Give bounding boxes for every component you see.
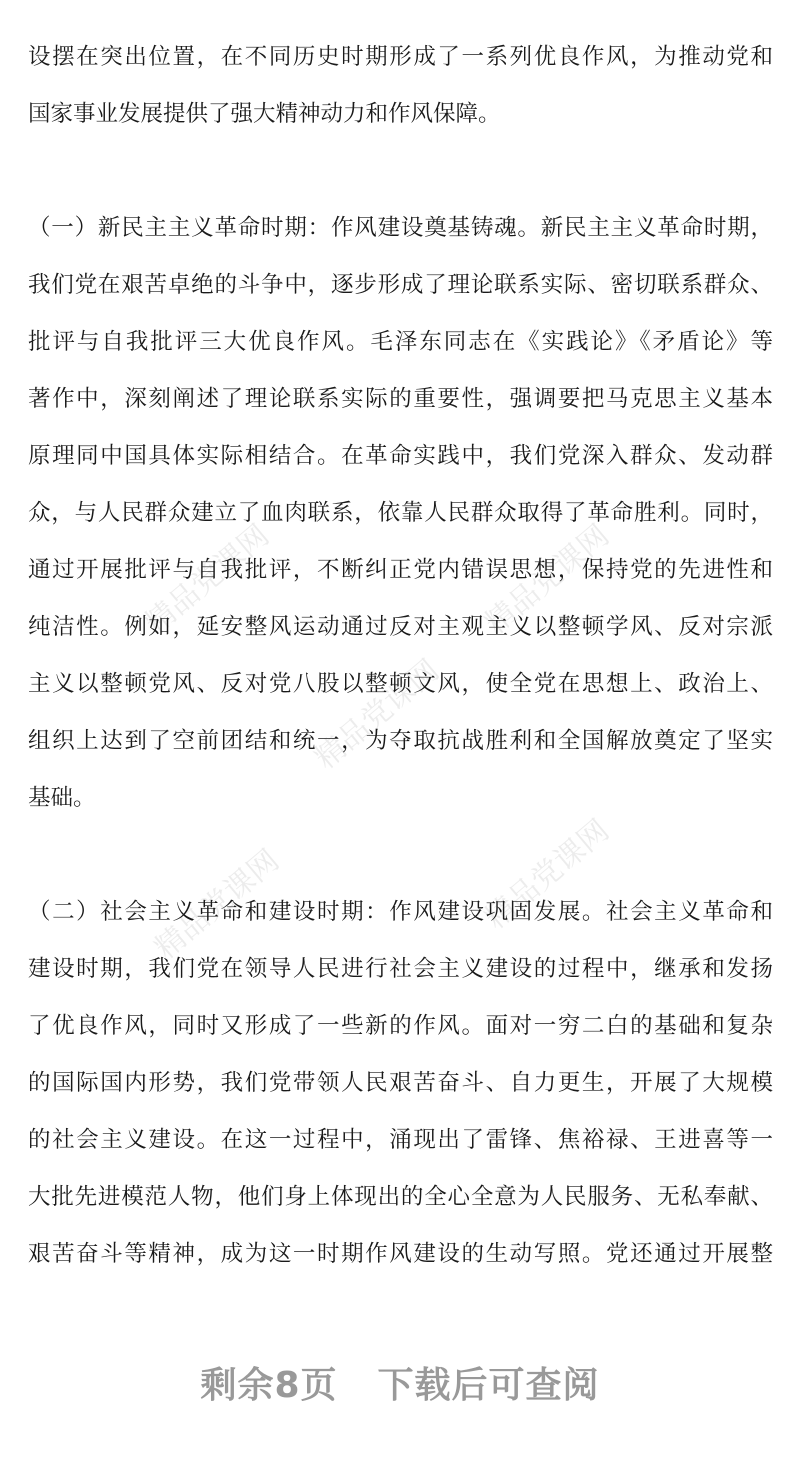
paragraph-line: 的国际国内形势，我们党带领人民艰苦奋斗、自力更生，开展了大规模 [28,1070,773,1096]
download-to-view-label: 下载后可查阅 [377,1365,600,1406]
paragraph-line: 通过开展批评与自我批评，不断纠正党内错误思想，保持党的先进性和 [28,557,773,583]
section-heading-line: （二）社会主义革命和建设时期：作风建设巩固发展。社会主义革命和 [28,899,773,925]
watermark-text: 精品党课网 [138,518,276,642]
paragraph-line: 主义以整顿党风、反对党八股以整顿文风，使全党在思想上、政治上、 [28,671,773,697]
paragraph-line: 建设时期，我们党在领导人民进行社会主义建设的过程中，继承和发扬 [28,956,773,982]
paragraph-line: 众，与人民群众建立了血肉联系，依靠人民群众取得了革命胜利。同时， [28,500,773,526]
paragraph-line: 组织上达到了空前团结和统一，为夺取抗战胜利和全国解放奠定了坚实 [28,728,773,754]
watermark-text: 精品党课网 [478,813,616,937]
paragraph-line: 著作中，深刻阐述了理论联系实际的重要性，强调要把马克思主义基本 [28,386,773,412]
paragraph-line: 的社会主义建设。在这一过程中，涌现出了雷锋、焦裕禄、王进喜等一 [28,1127,773,1153]
paragraph-line: 我们党在艰苦卓绝的斗争中，逐步形成了理论联系实际、密切联系群众、 [28,272,773,298]
paragraph-line: 原理同中国具体实际相结合。在革命实践中，我们党深入群众、发动群 [28,443,773,469]
paragraph-line: 设摆在突出位置，在不同历史时期形成了一系列优良作风，为推动党和 [28,44,773,70]
download-prompt-banner[interactable] [0,1356,800,1416]
section-heading-line: （一）新民主主义革命时期：作风建设奠基铸魂。新民主主义革命时期， [28,215,773,241]
paragraph-line: 基础。 [28,785,96,811]
watermark-text: 精品党课网 [308,653,446,777]
paragraph-line: 纯洁性。例如，延安整风运动通过反对主观主义以整顿学风、反对宗派 [28,614,773,640]
paragraph-line: 了优良作风，同时又形成了一些新的作风。面对一穷二白的基础和复杂 [28,1013,773,1039]
paragraph-line: 大批先进模范人物，他们身上体现出的全心全意为人民服务、无私奉献、 [28,1184,773,1210]
paragraph-line: 批评与自我批评三大优良作风。毛泽东同志在《实践论》《矛盾论》等 [28,329,773,355]
paragraph-line: 艰苦奋斗等精神，成为这一时期作风建设的生动写照。党还通过开展整 [28,1241,773,1267]
paragraph-line: 国家事业发展提供了强大精神动力和作风保障。 [28,101,501,127]
watermark-text: 精品党课网 [478,518,616,642]
remaining-pages-label: 剩余8页 [200,1365,338,1406]
watermark-text: 精品党课网 [148,843,286,967]
